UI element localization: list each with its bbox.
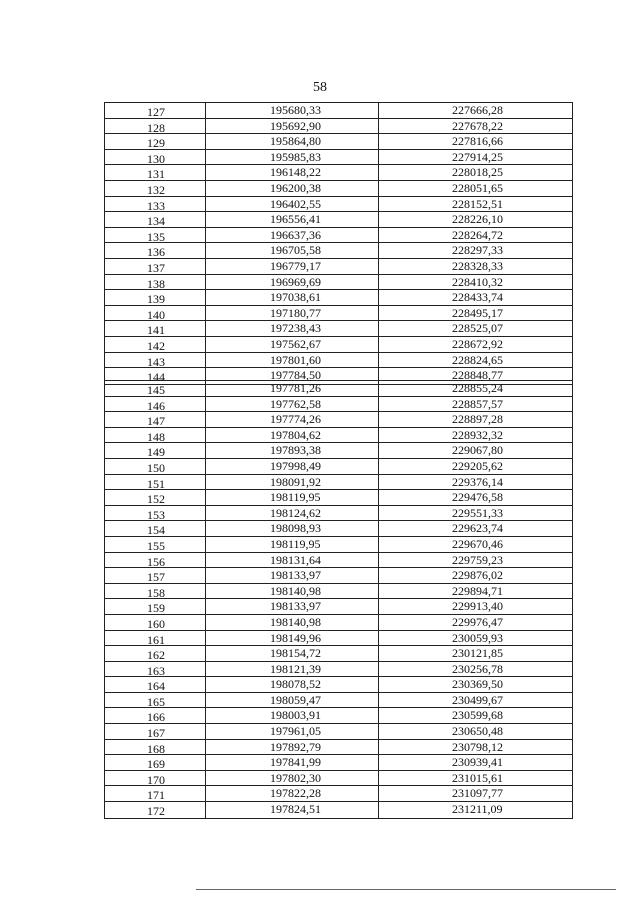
y-coordinate-cell: 227678,22 <box>452 118 503 133</box>
table-row <box>105 568 572 584</box>
y-coordinate-cell: 229913,40 <box>452 599 503 614</box>
point-number-cell: 142 <box>105 337 206 352</box>
table-row <box>105 786 572 802</box>
coordinates-table-block <box>104 102 573 385</box>
coordinates-table-block <box>104 380 573 819</box>
x-coordinate-cell: 196969,69 <box>206 275 379 290</box>
point-number-cell: 138 <box>105 275 206 290</box>
y-coordinate-cell: 228410,32 <box>452 274 503 289</box>
table-row <box>105 537 572 553</box>
y-coordinate-cell: 230369,50 <box>452 677 503 692</box>
table-row <box>105 693 572 709</box>
table-row <box>105 802 572 818</box>
point-number-cell: 161 <box>105 631 206 646</box>
table-row <box>105 443 572 459</box>
x-coordinate-cell: 196148,22 <box>206 165 379 180</box>
x-coordinate-cell: 195985,83 <box>206 150 379 165</box>
table-row <box>105 134 572 150</box>
point-number-cell: 128 <box>105 119 206 134</box>
table-row <box>105 599 572 615</box>
x-coordinate-cell: 197774,26 <box>206 412 379 427</box>
point-number-cell: 172 <box>105 802 206 818</box>
y-coordinate-cell: 230650,48 <box>452 724 503 739</box>
point-number-cell: 139 <box>105 290 206 305</box>
y-coordinate-cell: 231015,61 <box>452 770 503 785</box>
table-row <box>105 631 572 647</box>
x-coordinate-cell: 198133,97 <box>206 568 379 583</box>
point-number-cell: 127 <box>105 103 206 118</box>
point-number-cell: 143 <box>105 353 206 368</box>
table-row <box>105 337 572 353</box>
point-number-cell: 133 <box>105 197 206 212</box>
x-coordinate-cell: 198003,91 <box>206 708 379 723</box>
x-coordinate-cell: 197238,43 <box>206 321 379 336</box>
point-number-cell: 135 <box>105 228 206 243</box>
point-number-cell: 169 <box>105 755 206 770</box>
point-number-cell: 148 <box>105 428 206 443</box>
y-coordinate-cell: 229376,14 <box>452 474 503 489</box>
x-coordinate-cell: 197822,28 <box>206 786 379 801</box>
y-coordinate-cell: 229205,62 <box>452 458 503 473</box>
point-number-cell: 140 <box>105 306 206 321</box>
point-number-cell: 136 <box>105 243 206 258</box>
y-coordinate-cell: 228264,72 <box>452 227 503 242</box>
point-number-cell: 166 <box>105 708 206 723</box>
y-coordinate-cell: 231097,77 <box>452 786 503 801</box>
point-number-cell: 156 <box>105 553 206 568</box>
table-row <box>105 306 572 322</box>
y-coordinate-cell: 227816,66 <box>452 134 503 149</box>
point-number-cell: 130 <box>105 150 206 165</box>
x-coordinate-cell: 198140,98 <box>206 615 379 630</box>
x-coordinate-cell: 197961,05 <box>206 724 379 739</box>
y-coordinate-cell: 228018,25 <box>452 165 503 180</box>
x-coordinate-cell: 197892,79 <box>206 740 379 755</box>
x-coordinate-cell: 197781,26 <box>206 381 379 396</box>
y-coordinate-cell: 230256,78 <box>452 661 503 676</box>
point-number-cell: 129 <box>105 134 206 149</box>
x-coordinate-cell: 196705,58 <box>206 243 379 258</box>
y-coordinate-cell: 227666,28 <box>452 103 503 117</box>
table-row <box>105 228 572 244</box>
y-coordinate-cell: 228932,32 <box>452 427 503 442</box>
y-coordinate-cell: 229551,33 <box>452 505 503 520</box>
y-coordinate-cell: 229759,23 <box>452 552 503 567</box>
point-number-cell: 163 <box>105 662 206 677</box>
point-number-cell: 151 <box>105 475 206 490</box>
page-number: 58 <box>313 80 327 95</box>
x-coordinate-cell: 197562,67 <box>206 337 379 352</box>
table-row <box>105 243 572 259</box>
table-row <box>105 397 572 413</box>
y-coordinate-cell: 230121,85 <box>452 646 503 661</box>
table-row <box>105 521 572 537</box>
table-row <box>105 646 572 662</box>
table-row <box>105 119 572 135</box>
x-coordinate-cell: 197804,62 <box>206 428 379 443</box>
table-row <box>105 290 572 306</box>
x-coordinate-cell: 198140,98 <box>206 584 379 599</box>
y-coordinate-cell: 228672,92 <box>452 336 503 351</box>
x-coordinate-cell: 197802,30 <box>206 771 379 786</box>
x-coordinate-cell: 198149,96 <box>206 631 379 646</box>
y-coordinate-cell: 229623,74 <box>452 521 503 536</box>
x-coordinate-cell: 198121,39 <box>206 662 379 677</box>
point-number-cell: 159 <box>105 599 206 614</box>
table-row <box>105 506 572 522</box>
point-number-cell: 170 <box>105 771 206 786</box>
x-coordinate-cell: 198119,95 <box>206 537 379 552</box>
point-number-cell: 147 <box>105 412 206 427</box>
x-coordinate-cell: 197038,61 <box>206 290 379 305</box>
point-number-cell: 149 <box>105 443 206 458</box>
x-coordinate-cell: 198131,64 <box>206 553 379 568</box>
x-coordinate-cell: 197180,77 <box>206 306 379 321</box>
y-coordinate-cell: 228226,10 <box>452 212 503 227</box>
point-number-cell: 144 <box>105 368 206 384</box>
y-coordinate-cell: 228857,57 <box>452 396 503 411</box>
point-number-cell: 131 <box>105 165 206 180</box>
x-coordinate-cell: 195864,80 <box>206 134 379 149</box>
point-number-cell: 167 <box>105 724 206 739</box>
x-coordinate-cell: 197784,50 <box>206 368 379 384</box>
table-row <box>105 275 572 291</box>
x-coordinate-cell: 196779,17 <box>206 259 379 274</box>
x-coordinate-cell: 197762,58 <box>206 397 379 412</box>
scan-edge-line <box>196 889 616 890</box>
x-coordinate-cell: 197998,49 <box>206 459 379 474</box>
table-row <box>105 353 572 369</box>
x-coordinate-cell: 196200,38 <box>206 181 379 196</box>
table-row <box>105 428 572 444</box>
point-number-cell: 141 <box>105 321 206 336</box>
y-coordinate-cell: 228328,33 <box>452 258 503 273</box>
point-number-cell: 134 <box>105 212 206 227</box>
point-number-cell: 160 <box>105 615 206 630</box>
x-coordinate-cell: 196556,41 <box>206 212 379 227</box>
y-coordinate-cell: 231211,09 <box>452 802 503 817</box>
x-coordinate-cell: 196402,55 <box>206 197 379 212</box>
x-coordinate-cell: 198133,97 <box>206 599 379 614</box>
point-number-cell: 162 <box>105 646 206 661</box>
y-coordinate-cell: 228433,74 <box>452 290 503 305</box>
y-coordinate-cell: 229876,02 <box>452 568 503 583</box>
y-coordinate-cell: 230599,68 <box>452 708 503 723</box>
x-coordinate-cell: 195692,90 <box>206 119 379 134</box>
point-number-cell: 153 <box>105 506 206 521</box>
point-number-cell: 145 <box>105 381 206 396</box>
table-row <box>105 677 572 693</box>
table-row <box>105 381 572 397</box>
table-row <box>105 321 572 337</box>
x-coordinate-cell: 197824,51 <box>206 802 379 818</box>
y-coordinate-cell: 228848,77 <box>452 368 503 383</box>
table-row <box>105 724 572 740</box>
point-number-cell: 132 <box>105 181 206 196</box>
x-coordinate-cell: 198098,93 <box>206 521 379 536</box>
x-coordinate-cell: 196637,36 <box>206 228 379 243</box>
table-row <box>105 490 572 506</box>
x-coordinate-cell: 198091,92 <box>206 475 379 490</box>
table-row <box>105 708 572 724</box>
y-coordinate-cell: 228824,65 <box>452 352 503 367</box>
point-number-cell: 157 <box>105 568 206 583</box>
x-coordinate-cell: 197841,99 <box>206 755 379 770</box>
y-coordinate-cell: 228525,07 <box>452 321 503 336</box>
table-row <box>105 412 572 428</box>
table-row <box>105 212 572 228</box>
point-number-cell: 164 <box>105 677 206 692</box>
x-coordinate-cell: 198119,95 <box>206 490 379 505</box>
y-coordinate-cell: 229670,46 <box>452 536 503 551</box>
table-row <box>105 662 572 678</box>
table-row <box>105 459 572 475</box>
y-coordinate-cell: 228897,28 <box>452 412 503 427</box>
y-coordinate-cell: 227914,25 <box>452 149 503 164</box>
y-coordinate-cell: 228297,33 <box>452 243 503 258</box>
point-number-cell: 154 <box>105 521 206 536</box>
y-coordinate-cell: 230059,93 <box>452 630 503 645</box>
y-coordinate-cell: 230939,41 <box>452 755 503 770</box>
y-coordinate-cell: 228152,51 <box>452 196 503 211</box>
y-coordinate-cell: 229067,80 <box>452 443 503 458</box>
y-coordinate-cell: 229476,58 <box>452 490 503 505</box>
table-row <box>105 553 572 569</box>
point-number-cell: 152 <box>105 490 206 505</box>
x-coordinate-cell: 198154,72 <box>206 646 379 661</box>
y-coordinate-cell: 229976,47 <box>452 614 503 629</box>
table-row <box>105 150 572 166</box>
point-number-cell: 155 <box>105 537 206 552</box>
table-row <box>105 615 572 631</box>
y-coordinate-cell: 230499,67 <box>452 692 503 707</box>
table-row <box>105 771 572 787</box>
y-coordinate-cell: 228855,24 <box>452 381 503 395</box>
point-number-cell: 168 <box>105 740 206 755</box>
table-row <box>105 475 572 491</box>
table-row <box>105 259 572 275</box>
table-row <box>105 755 572 771</box>
table-row <box>105 103 572 119</box>
table-row <box>105 181 572 197</box>
y-coordinate-cell: 229894,71 <box>452 583 503 598</box>
table-row <box>105 165 572 181</box>
x-coordinate-cell: 195680,33 <box>206 103 379 118</box>
y-coordinate-cell: 230798,12 <box>452 739 503 754</box>
x-coordinate-cell: 198078,52 <box>206 677 379 692</box>
y-coordinate-cell: 228495,17 <box>452 305 503 320</box>
point-number-cell: 158 <box>105 584 206 599</box>
point-number-cell: 146 <box>105 397 206 412</box>
x-coordinate-cell: 198124,62 <box>206 506 379 521</box>
point-number-cell: 165 <box>105 693 206 708</box>
x-coordinate-cell: 198059,47 <box>206 693 379 708</box>
point-number-cell: 150 <box>105 459 206 474</box>
table-row <box>105 584 572 600</box>
table-row <box>105 740 572 756</box>
y-coordinate-cell: 228051,65 <box>452 180 503 195</box>
point-number-cell: 171 <box>105 786 206 801</box>
x-coordinate-cell: 197893,38 <box>206 443 379 458</box>
table-row <box>105 197 572 213</box>
point-number-cell: 137 <box>105 259 206 274</box>
x-coordinate-cell: 197801,60 <box>206 353 379 368</box>
